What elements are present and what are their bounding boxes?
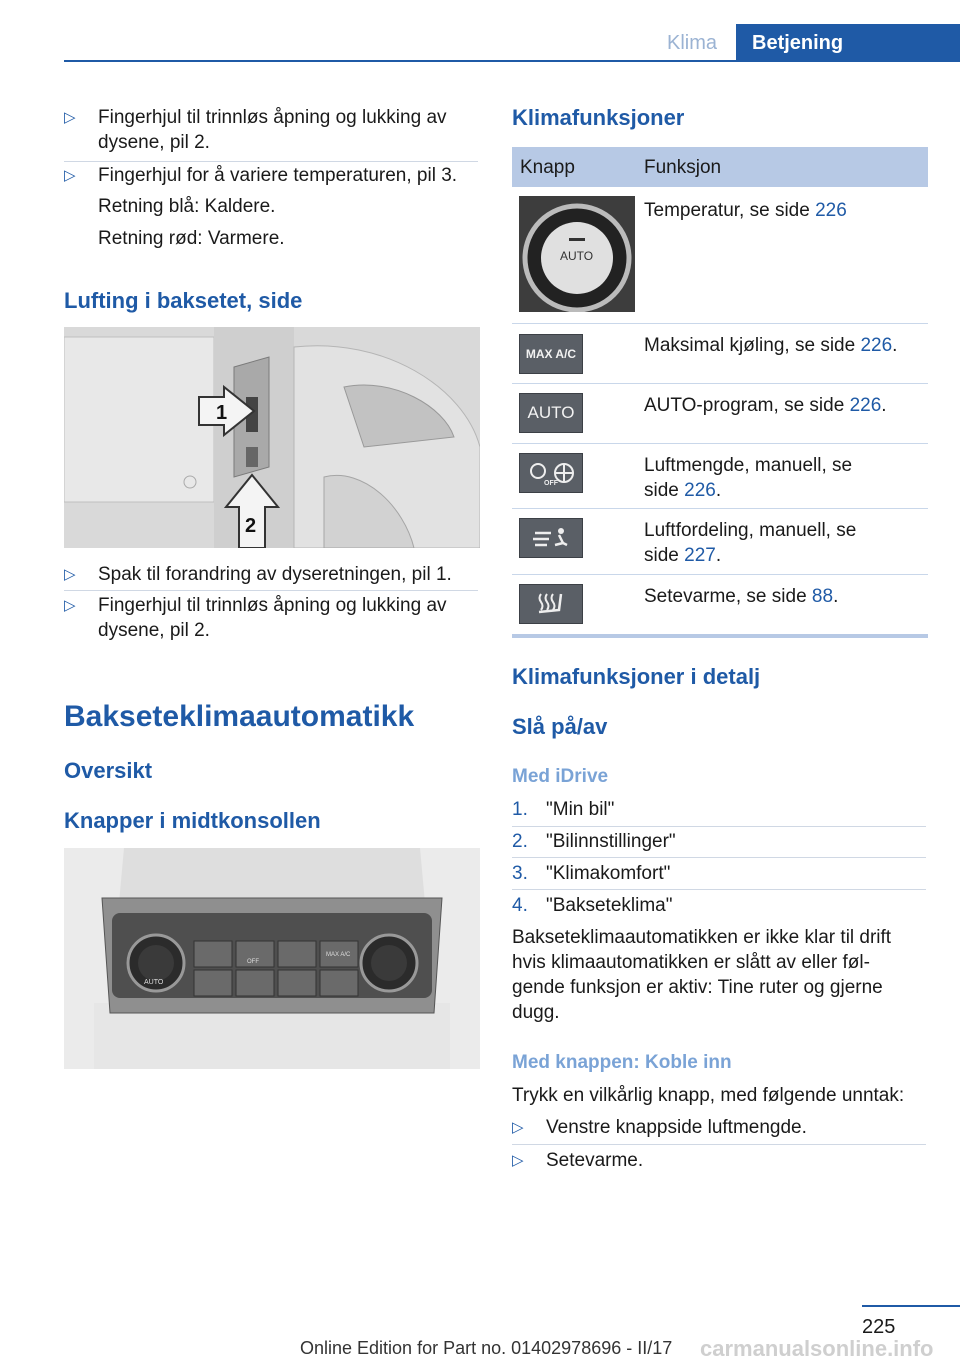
heading-bakseteklimaautomatikk: Bakseteklimaautomatikk — [64, 700, 415, 733]
bullet-triangle-icon: ▷ — [64, 597, 76, 614]
tab-betjening[interactable]: Betjening — [736, 24, 960, 62]
arrow-2-label: 2 — [245, 515, 257, 537]
bullet-triangle-icon: ▷ — [64, 109, 76, 126]
heading-oversikt: Oversikt — [64, 758, 153, 783]
row-auto-program-text: AUTO-program, se side 226. — [644, 395, 887, 416]
svg-text:AUTO: AUTO — [560, 249, 594, 263]
divider — [512, 826, 926, 827]
fan-off-icon — [519, 453, 583, 493]
heading-knapper: Knapper i midtkonsollen — [64, 808, 321, 833]
auto-button-icon: AUTO — [519, 393, 583, 433]
table-bottom-rule — [512, 634, 928, 638]
page-link-226[interactable]: 226 — [849, 395, 882, 416]
bullet-triangle-icon: ▷ — [512, 1152, 524, 1169]
availability-paragraph: Bakseteklimaautomatikken er ikke klar til drift hvis klimaautomatikken er slått av eller føl- gende funksjon er aktiv: Tine ruter og gjerne dugg. — [512, 927, 892, 1023]
page-link-226[interactable]: 226 — [815, 200, 847, 221]
subheading-button: Med knappen: Koble inn — [512, 1052, 732, 1073]
watermark: carmanualsonline.info — [700, 1336, 934, 1361]
temperature-knob-icon — [519, 196, 635, 312]
row-divider — [512, 383, 928, 384]
row-air-distribution-text: Luftfordeling, manuell, se side 227. — [644, 520, 857, 566]
divider — [512, 889, 926, 890]
svg-text:OFF: OFF — [247, 959, 259, 965]
divider — [512, 857, 926, 858]
row-divider — [512, 574, 928, 575]
row-temperature-text: Temperatur, se side 226 — [644, 200, 847, 221]
divider — [64, 590, 478, 591]
tab-klima[interactable]: Klima — [666, 32, 717, 54]
footer-rule — [862, 1305, 960, 1307]
divider — [64, 161, 478, 162]
max-ac-button-icon: MAX A/C — [519, 334, 583, 374]
page-link-227[interactable]: 227 — [684, 545, 716, 566]
svg-text:MAX A/C: MAX A/C — [326, 952, 351, 958]
bullet-triangle-icon: ▷ — [64, 566, 76, 583]
edition-text: Online Edition for Part no. 01402978696 - II/17 — [300, 1338, 673, 1358]
page-link-226[interactable]: 226 — [860, 335, 893, 356]
row-seat-heating-text: Setevarme, se side 88. — [644, 586, 839, 607]
air-distribution-icon — [519, 518, 583, 558]
page-number: 225 — [862, 1316, 896, 1338]
row-divider — [512, 323, 928, 324]
bullet-triangle-icon: ▷ — [64, 167, 76, 184]
column-header-knapp: Knapp — [520, 157, 575, 178]
svg-text:AUTO: AUTO — [144, 979, 164, 986]
direction-blue-text: Retning blå: Kaldere. — [98, 196, 276, 217]
divider — [512, 1144, 926, 1145]
console-buttons-figure — [64, 848, 480, 1069]
press-instruction: Trykk en vilkårlig knapp, med følgende unntak: — [512, 1085, 905, 1106]
heading-detail: Klimafunksjoner i detalj — [512, 664, 761, 689]
row-max-cooling-text: Maksimal kjøling, se side 226. — [644, 335, 898, 356]
header-rule — [64, 60, 960, 62]
row-divider — [512, 443, 928, 444]
svg-text:OFF: OFF — [544, 480, 558, 487]
direction-red-text: Retning rød: Varmere. — [98, 228, 285, 249]
row-air-amount-text: Luftmengde, manuell, se side 226. — [644, 455, 853, 501]
row-divider — [512, 508, 928, 509]
rear-vent-figure — [64, 327, 480, 548]
column-header-funksjon: Funksjon — [644, 157, 722, 178]
subheading-idrive: Med iDrive — [512, 766, 609, 787]
heading-on-off: Slå på/av — [512, 714, 608, 739]
bullet-triangle-icon: ▷ — [512, 1119, 524, 1136]
table-header — [512, 147, 928, 187]
page-link-226[interactable]: 226 — [684, 480, 716, 501]
heading-lufting: Lufting i baksetet, side — [64, 288, 303, 313]
page-link-88[interactable]: 88 — [811, 586, 834, 607]
seat-heating-icon — [519, 584, 583, 624]
heading-klimafunksjoner: Klimafunksjoner — [512, 105, 685, 130]
arrow-1-label: 1 — [216, 402, 228, 424]
